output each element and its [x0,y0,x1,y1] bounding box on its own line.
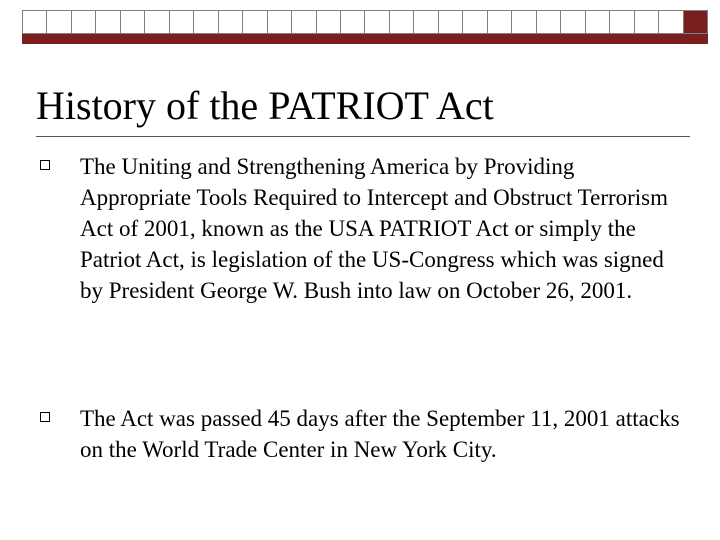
square-bullet-icon [40,412,50,422]
decorative-accent-bar [22,34,708,44]
square-bullet-icon [40,160,50,170]
decorative-header-band [22,10,708,44]
title-divider [36,136,690,137]
slide-title: History of the PATRIOT Act [36,83,494,128]
bullet-text: The Uniting and Strengthening America by Providing Appropriate Tools Required to Intercept and Obstruct Terrorism Act of 2001, known as the USA PATRIOT Act or simply the Patriot Act, is legislation of the US-Congress which was signed by President George W. Bush into law on October 26, 2001. [80,154,669,303]
bullet-text: The Act was passed 45 days after the September 11, 2001 attacks on the World Trade Center in New York City. [80,406,680,462]
decorative-square-grid [22,10,708,34]
